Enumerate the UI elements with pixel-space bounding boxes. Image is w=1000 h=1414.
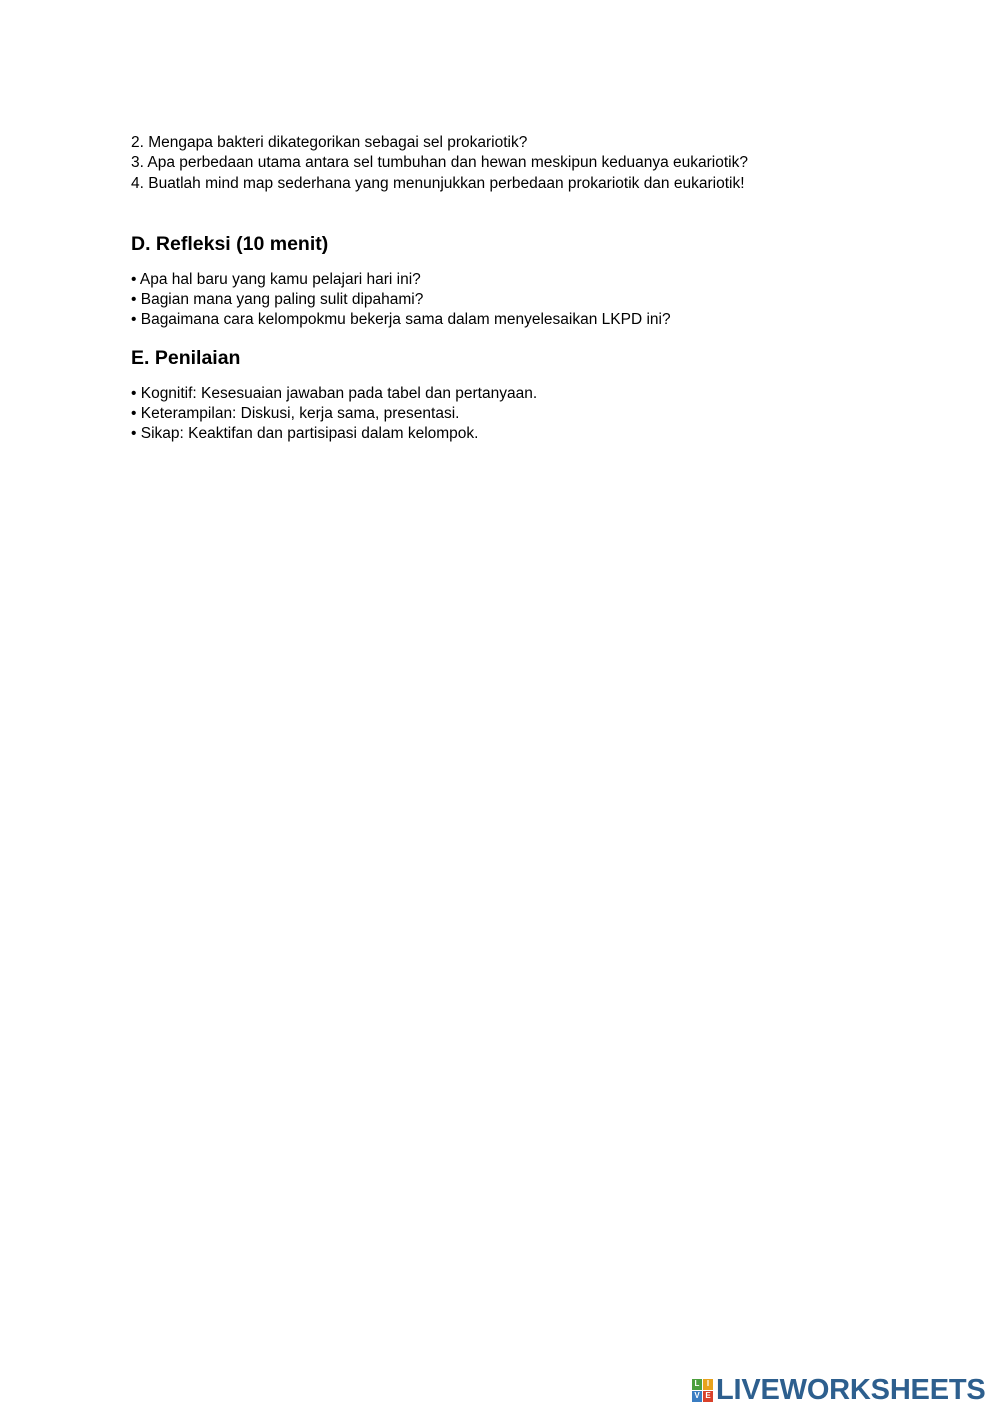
logo-text: LIVEWORKSHEETS [716, 1373, 986, 1406]
logo-cell: V [692, 1391, 702, 1402]
reflection-item: • Bagaimana cara kelompokmu bekerja sama dalam menyelesaikan LKPD ini? [131, 311, 671, 329]
question-list [131, 133, 891, 194]
question-item: 3. Apa perbedaan utama antara sel tumbuhan dan hewan meskipun keduanya eukariotik? [131, 154, 748, 172]
section-d-list [131, 270, 891, 331]
reflection-item: • Bagian mana yang paling sulit dipahami? [131, 291, 424, 309]
assessment-item: • Kognitif: Kesesuaian jawaban pada tabel dan pertanyaan. [131, 384, 538, 402]
liveworksheets-logo [692, 1374, 986, 1406]
question-item: 2. Mengapa bakteri dikategorikan sebagai sel prokariotik? [131, 134, 528, 151]
question-item: 4. Buatlah mind map sederhana yang menunjukkan perbedaan prokariotik dan eukariotik! [131, 174, 745, 192]
section-d-heading: D. Refleksi (10 menit) [131, 232, 329, 255]
logo-icon [692, 1379, 713, 1402]
section-e-heading: E. Penilaian [131, 346, 241, 369]
worksheet-content [131, 133, 891, 445]
logo-cell: I [703, 1379, 713, 1390]
logo-cell: E [703, 1391, 713, 1402]
assessment-item: • Sikap: Keaktifan dan partisipasi dalam kelompok. [131, 425, 479, 443]
assessment-item: • Keterampilan: Diskusi, kerja sama, presentasi. [131, 405, 460, 423]
section-e-list [131, 384, 891, 445]
logo-cell: L [692, 1379, 702, 1390]
reflection-item: • Apa hal baru yang kamu pelajari hari ini? [131, 270, 421, 288]
